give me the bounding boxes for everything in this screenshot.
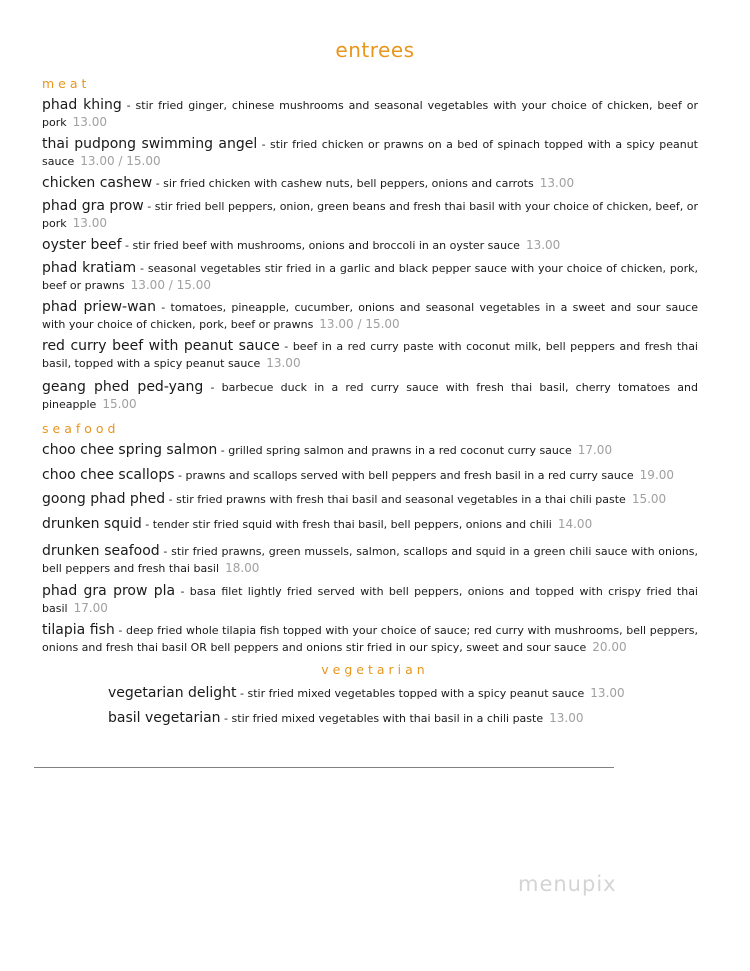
menu-item: [42, 467, 698, 484]
item-name: choo chee spring salmon: [42, 442, 218, 458]
item-price: 19.00: [639, 468, 675, 482]
item-name: choo chee scallops: [42, 467, 175, 483]
item-name: oyster beef: [42, 237, 122, 253]
menu-item: [42, 379, 698, 413]
menu-item: [42, 622, 698, 656]
item-description: - tender stir fried squid with fresh thai basil, bell peppers, onions and chili: [141, 518, 552, 531]
item-description: - seasonal vegetables stir fried in a garlic and black pepper sauce with your choice of chicken, pork, beef or prawns: [42, 262, 698, 292]
item-name: chicken cashew: [42, 175, 153, 191]
item-price: 13.00 / 15.00: [130, 278, 211, 292]
menu-item: [42, 136, 698, 170]
item-description: - stir fried beef with mushrooms, onions and broccoli in an oyster sauce: [121, 239, 520, 252]
item-price: 18.00: [225, 561, 260, 575]
item-price: 20.00: [592, 640, 627, 654]
menu-item: [42, 175, 698, 192]
item-description: - beef in a red curry paste with coconut milk, bell peppers and fresh thai basil, topped with a spicy peanut sauce: [42, 340, 698, 370]
section-heading-meat: meat: [42, 76, 91, 91]
menu-item: [42, 237, 698, 254]
item-name: phad gra prow pla: [42, 583, 176, 599]
item-name: drunken seafood: [42, 543, 160, 559]
item-price: 13.00: [266, 356, 301, 370]
item-description: - deep fried whole tilapia fish topped with your choice of sauce; red curry with mushrooms, bell peppers, onions and fresh thai basil OR bell peppers and onions stir fried in our spicy, sweet and sour sauce: [42, 624, 698, 654]
item-price: 13.00 / 15.00: [319, 317, 400, 331]
menu-item: [42, 583, 698, 617]
menu-item: [42, 299, 698, 333]
menu-item: [42, 198, 698, 232]
menu-item: [42, 97, 698, 131]
item-name: drunken squid: [42, 516, 142, 532]
item-price: 13.00: [72, 115, 107, 129]
item-description: - prawns and scallops served with bell peppers and fresh basil in a red curry sauce: [174, 469, 634, 482]
menu-item: [42, 491, 698, 508]
section-heading-seafood: seafood: [42, 421, 120, 436]
item-description: - basa filet lightly fried served with bell peppers, onions and topped with crispy fried thai basil: [42, 585, 698, 615]
item-description: - stir fried mixed vegetables topped with a spicy peanut sauce: [236, 687, 585, 700]
item-price: 13.00: [72, 216, 107, 230]
item-name: phad gra prow: [42, 198, 144, 214]
item-description: - stir fried bell peppers, onion, green beans and fresh thai basil with your choice of chicken, beef, or pork: [42, 200, 698, 230]
menu-item: [108, 710, 668, 727]
menu-item: [108, 685, 668, 702]
item-description: - stir fried prawns with fresh thai basil and seasonal vegetables in a thai chili paste: [165, 493, 626, 506]
item-description: - stir fried prawns, green mussels, salmon, scallops and squid in a green chili sauce with onions, bell peppers and fresh thai basil: [42, 545, 698, 575]
item-price: 13.00: [549, 711, 584, 725]
section-heading-vegetarian: vegetarian: [321, 662, 429, 677]
menu-item: [42, 442, 698, 459]
menu-item: [42, 543, 698, 577]
item-price: 17.00: [577, 443, 613, 457]
item-description: - barbecue duck in a red curry sauce with fresh thai basil, cherry tomatoes and pineapple: [42, 381, 698, 411]
menu-item: [42, 516, 698, 533]
menu-item: [42, 260, 698, 294]
item-description: - stir fried chicken or prawns on a bed of spinach topped with a spicy peanut sauce: [42, 138, 698, 168]
item-description: - tomatoes, pineapple, cucumber, onions and seasonal vegetables in a sweet and sour sauce with your choice of chicken, pork, beef or prawns: [42, 301, 698, 331]
item-name: thai pudpong swimming angel: [42, 136, 258, 152]
footer-divider: [34, 767, 614, 768]
item-price: 13.00: [590, 686, 625, 700]
item-price: 17.00: [73, 601, 108, 615]
menu-item: [42, 338, 698, 372]
item-name: phad priew-wan: [42, 299, 157, 315]
item-price: 14.00: [557, 517, 593, 531]
item-description: - stir fried mixed vegetables with thai basil in a chili paste: [220, 712, 544, 725]
item-name: basil vegetarian: [108, 710, 221, 726]
item-name: phad khing: [42, 97, 122, 113]
page-title: entrees: [335, 38, 415, 62]
item-price: 13.00: [525, 238, 561, 252]
item-description: - grilled spring salmon and prawns in a red coconut curry sauce: [217, 444, 572, 457]
watermark-logo: menupix: [518, 872, 617, 896]
item-price: 13.00 / 15.00: [80, 154, 161, 168]
item-description: - sir fried chicken with cashew nuts, bell peppers, onions and carrots: [152, 177, 534, 190]
item-name: phad kratiam: [42, 260, 137, 276]
item-description: - stir fried ginger, chinese mushrooms and seasonal vegetables with your choice of chicken, beef or pork: [42, 99, 698, 129]
item-price: 13.00: [539, 176, 575, 190]
item-name: red curry beef with peanut sauce: [42, 338, 280, 354]
item-price: 15.00: [631, 492, 667, 506]
item-name: geang phed ped-yang: [42, 379, 204, 395]
item-price: 15.00: [102, 397, 137, 411]
item-name: vegetarian delight: [108, 685, 237, 701]
item-name: goong phad phed: [42, 491, 166, 507]
item-name: tilapia fish: [42, 622, 115, 638]
